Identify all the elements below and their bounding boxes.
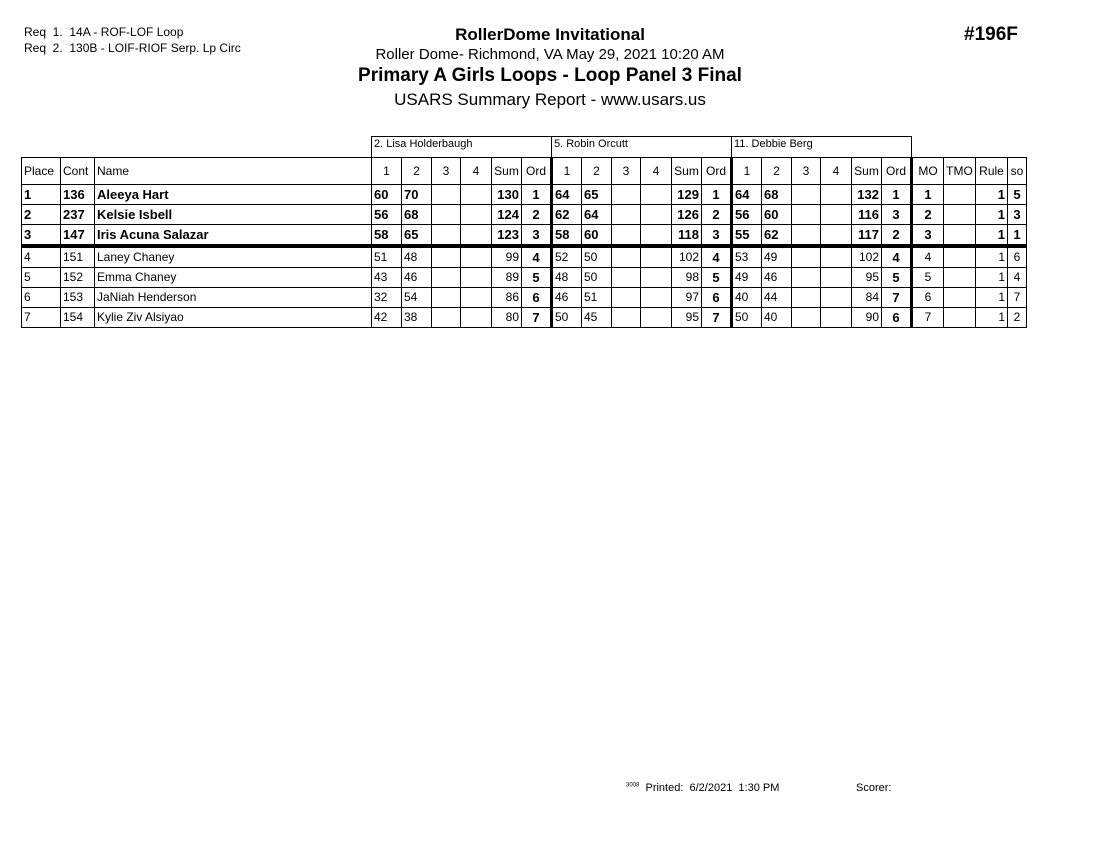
so-cell: 5 xyxy=(1008,185,1027,205)
sum-cell: 132 xyxy=(852,185,882,205)
col-header: 2 xyxy=(582,158,612,185)
sum-cell: 99 xyxy=(492,246,522,268)
score-cell xyxy=(641,268,672,288)
skater-name-cell: JaNiah Henderson xyxy=(95,288,372,308)
score-cell xyxy=(792,225,821,247)
place-cell: 2 xyxy=(22,205,61,225)
sum-cell: 95 xyxy=(852,268,882,288)
score-cell xyxy=(461,185,492,205)
tmo-cell xyxy=(944,308,976,328)
score-cell: 60 xyxy=(762,205,792,225)
score-cell xyxy=(461,246,492,268)
tmo-cell xyxy=(944,288,976,308)
so-cell: 4 xyxy=(1008,268,1027,288)
score-cell xyxy=(821,308,852,328)
score-cell: 68 xyxy=(402,205,432,225)
sum-cell: 97 xyxy=(672,288,702,308)
sum-cell: 124 xyxy=(492,205,522,225)
tmo-cell xyxy=(944,185,976,205)
ordinal-cell: 2 xyxy=(702,205,732,225)
col-header: 2 xyxy=(762,158,792,185)
table-row xyxy=(22,205,1027,225)
score-cell xyxy=(461,308,492,328)
score-cell xyxy=(641,308,672,328)
skater-name-cell: Aleeya Hart xyxy=(95,185,372,205)
mo-cell: 7 xyxy=(912,308,944,328)
score-cell: 60 xyxy=(372,185,402,205)
results-table xyxy=(21,136,1027,328)
judges-row xyxy=(22,137,1027,158)
score-cell: 64 xyxy=(732,185,762,205)
sum-cell: 117 xyxy=(852,225,882,247)
sum-cell: 84 xyxy=(852,288,882,308)
contestant-number-cell: 237 xyxy=(61,205,95,225)
col-header: Sum xyxy=(492,158,522,185)
col-header: 4 xyxy=(641,158,672,185)
score-cell xyxy=(461,205,492,225)
skater-name-cell: Laney Chaney xyxy=(95,246,372,268)
col-header-name: Name xyxy=(95,158,372,185)
ordinal-cell: 7 xyxy=(702,308,732,328)
score-cell: 56 xyxy=(732,205,762,225)
ordinal-cell: 2 xyxy=(522,205,552,225)
rule-cell: 1 xyxy=(976,308,1008,328)
score-cell xyxy=(792,268,821,288)
mo-cell: 3 xyxy=(912,225,944,247)
col-header: Sum xyxy=(852,158,882,185)
score-cell xyxy=(432,246,461,268)
ordinal-cell: 1 xyxy=(522,185,552,205)
sum-cell: 90 xyxy=(852,308,882,328)
score-cell xyxy=(612,268,641,288)
col-header: Sum xyxy=(672,158,702,185)
tmo-cell xyxy=(944,268,976,288)
score-cell: 50 xyxy=(582,268,612,288)
score-cell xyxy=(641,185,672,205)
judge-header: 2. Lisa Holderbaugh xyxy=(372,137,552,158)
place-cell: 6 xyxy=(22,288,61,308)
col-header-so: so xyxy=(1008,158,1027,185)
score-cell: 49 xyxy=(732,268,762,288)
score-cell: 54 xyxy=(402,288,432,308)
requirement-1: Req 1. 14A - ROF-LOF Loop xyxy=(24,25,184,39)
score-cell: 40 xyxy=(762,308,792,328)
ordinal-cell: 5 xyxy=(882,268,912,288)
sum-cell: 98 xyxy=(672,268,702,288)
score-cell xyxy=(461,268,492,288)
score-cell xyxy=(612,288,641,308)
contestant-number-cell: 154 xyxy=(61,308,95,328)
score-cell: 70 xyxy=(402,185,432,205)
place-cell: 4 xyxy=(22,246,61,268)
score-cell: 58 xyxy=(552,225,582,247)
ordinal-cell: 4 xyxy=(882,246,912,268)
col-header: 4 xyxy=(821,158,852,185)
sum-cell: 102 xyxy=(852,246,882,268)
score-cell xyxy=(612,185,641,205)
ordinal-cell: 7 xyxy=(522,308,552,328)
score-cell: 65 xyxy=(582,185,612,205)
sum-cell: 126 xyxy=(672,205,702,225)
judge-header: 11. Debbie Berg xyxy=(732,137,912,158)
report-subtitle: USARS Summary Report - www.usars.us xyxy=(394,90,706,109)
rule-cell: 1 xyxy=(976,288,1008,308)
ordinal-cell: 3 xyxy=(522,225,552,247)
score-cell: 38 xyxy=(402,308,432,328)
sum-cell: 89 xyxy=(492,268,522,288)
column-header-row xyxy=(22,158,1027,185)
score-cell: 68 xyxy=(762,185,792,205)
ordinal-cell: 3 xyxy=(702,225,732,247)
score-cell: 46 xyxy=(552,288,582,308)
table-row xyxy=(22,246,1027,268)
rule-cell: 1 xyxy=(976,185,1008,205)
col-header-rule: Rule xyxy=(976,158,1008,185)
skater-name-cell: Kylie Ziv Alsiyao xyxy=(95,308,372,328)
score-cell: 46 xyxy=(402,268,432,288)
report-code: 3008 xyxy=(626,782,640,789)
score-cell xyxy=(821,268,852,288)
score-cell: 45 xyxy=(582,308,612,328)
ordinal-cell: 7 xyxy=(882,288,912,308)
ordinal-cell: 6 xyxy=(882,308,912,328)
score-cell: 53 xyxy=(732,246,762,268)
table-row xyxy=(22,308,1027,328)
score-cell: 60 xyxy=(582,225,612,247)
rule-cell: 1 xyxy=(976,268,1008,288)
skater-name-cell: Kelsie Isbell xyxy=(95,205,372,225)
score-cell: 50 xyxy=(732,308,762,328)
contestant-number-cell: 147 xyxy=(61,225,95,247)
score-cell: 51 xyxy=(372,246,402,268)
place-cell: 3 xyxy=(22,225,61,247)
score-cell: 49 xyxy=(762,246,792,268)
score-cell: 64 xyxy=(582,205,612,225)
score-cell xyxy=(612,225,641,247)
sum-cell: 102 xyxy=(672,246,702,268)
score-cell xyxy=(612,246,641,268)
sum-cell: 80 xyxy=(492,308,522,328)
so-cell: 7 xyxy=(1008,288,1027,308)
judge-header: 5. Robin Orcutt xyxy=(552,137,732,158)
col-header-place: Place xyxy=(22,158,61,185)
table-row xyxy=(22,288,1027,308)
sum-cell: 116 xyxy=(852,205,882,225)
score-cell: 50 xyxy=(552,308,582,328)
sum-cell: 129 xyxy=(672,185,702,205)
requirement-2: Req 2. 130B - LOIF-RIOF Serp. Lp Circ xyxy=(24,41,241,55)
event-name: RollerDome Invitational xyxy=(455,25,645,44)
ordinal-cell: 1 xyxy=(702,185,732,205)
so-cell: 1 xyxy=(1008,225,1027,247)
col-header: Ord xyxy=(702,158,732,185)
so-cell: 3 xyxy=(1008,205,1027,225)
skater-name-cell: Emma Chaney xyxy=(95,268,372,288)
score-cell: 50 xyxy=(582,246,612,268)
ordinal-cell: 6 xyxy=(702,288,732,308)
scorer-label: Scorer: xyxy=(856,782,892,794)
score-cell xyxy=(461,225,492,247)
score-cell: 65 xyxy=(402,225,432,247)
score-cell xyxy=(821,288,852,308)
ordinal-cell: 5 xyxy=(702,268,732,288)
mo-cell: 6 xyxy=(912,288,944,308)
ordinal-cell: 5 xyxy=(522,268,552,288)
col-header: 3 xyxy=(792,158,821,185)
col-header: 1 xyxy=(552,158,582,185)
score-cell: 52 xyxy=(552,246,582,268)
col-header: 1 xyxy=(732,158,762,185)
score-cell: 32 xyxy=(372,288,402,308)
so-cell: 6 xyxy=(1008,246,1027,268)
score-cell xyxy=(792,246,821,268)
tmo-cell xyxy=(944,205,976,225)
score-cell: 56 xyxy=(372,205,402,225)
score-cell: 62 xyxy=(762,225,792,247)
score-cell xyxy=(821,185,852,205)
ordinal-cell: 4 xyxy=(702,246,732,268)
col-header: Ord xyxy=(882,158,912,185)
score-cell xyxy=(792,288,821,308)
score-cell xyxy=(792,205,821,225)
skater-name-cell: Iris Acuna Salazar xyxy=(95,225,372,247)
score-cell xyxy=(432,288,461,308)
score-cell: 55 xyxy=(732,225,762,247)
ordinal-cell: 4 xyxy=(522,246,552,268)
score-cell: 48 xyxy=(402,246,432,268)
table-row xyxy=(22,225,1027,247)
contestant-number-cell: 136 xyxy=(61,185,95,205)
mo-cell: 4 xyxy=(912,246,944,268)
ordinal-cell: 1 xyxy=(882,185,912,205)
score-cell xyxy=(821,225,852,247)
score-cell: 62 xyxy=(552,205,582,225)
score-cell xyxy=(432,185,461,205)
contestant-number-cell: 151 xyxy=(61,246,95,268)
score-cell xyxy=(821,246,852,268)
table-row xyxy=(22,268,1027,288)
printed-date: Printed: 6/2/2021 1:30 PM xyxy=(645,782,780,794)
score-cell: 43 xyxy=(372,268,402,288)
sum-cell: 95 xyxy=(672,308,702,328)
score-cell: 51 xyxy=(582,288,612,308)
tmo-cell xyxy=(944,225,976,247)
place-cell: 7 xyxy=(22,308,61,328)
score-cell xyxy=(432,308,461,328)
contestant-number-cell: 153 xyxy=(61,288,95,308)
col-header-tmo: TMO xyxy=(944,158,976,185)
score-cell: 48 xyxy=(552,268,582,288)
table-row xyxy=(22,185,1027,205)
sum-cell: 118 xyxy=(672,225,702,247)
score-cell xyxy=(641,246,672,268)
score-cell xyxy=(432,205,461,225)
score-cell: 64 xyxy=(552,185,582,205)
score-cell xyxy=(432,225,461,247)
score-cell xyxy=(792,308,821,328)
score-cell xyxy=(641,205,672,225)
place-cell: 1 xyxy=(22,185,61,205)
score-cell: 44 xyxy=(762,288,792,308)
rule-cell: 1 xyxy=(976,225,1008,247)
score-cell xyxy=(461,288,492,308)
col-header-mo: MO xyxy=(912,158,944,185)
rule-cell: 1 xyxy=(976,205,1008,225)
ordinal-cell: 2 xyxy=(882,225,912,247)
col-header: Ord xyxy=(522,158,552,185)
score-cell xyxy=(792,185,821,205)
score-cell: 58 xyxy=(372,225,402,247)
rule-cell: 1 xyxy=(976,246,1008,268)
report-title: Primary A Girls Loops - Loop Panel 3 Final xyxy=(358,65,742,86)
score-cell xyxy=(612,308,641,328)
score-cell xyxy=(821,205,852,225)
ordinal-cell: 6 xyxy=(522,288,552,308)
so-cell: 2 xyxy=(1008,308,1027,328)
tmo-cell xyxy=(944,246,976,268)
col-header-cont: Cont xyxy=(61,158,95,185)
mo-cell: 2 xyxy=(912,205,944,225)
place-cell: 5 xyxy=(22,268,61,288)
ordinal-cell: 3 xyxy=(882,205,912,225)
score-cell xyxy=(641,225,672,247)
score-cell xyxy=(612,205,641,225)
contestant-number-cell: 152 xyxy=(61,268,95,288)
score-cell xyxy=(641,288,672,308)
event-number: #196F xyxy=(964,24,1018,45)
mo-cell: 5 xyxy=(912,268,944,288)
location-date: Roller Dome- Richmond, VA May 29, 2021 10:20 AM xyxy=(375,46,725,63)
col-header: 2 xyxy=(402,158,432,185)
score-cell: 42 xyxy=(372,308,402,328)
score-cell: 46 xyxy=(762,268,792,288)
col-header: 3 xyxy=(432,158,461,185)
sum-cell: 86 xyxy=(492,288,522,308)
col-header: 4 xyxy=(461,158,492,185)
score-cell: 40 xyxy=(732,288,762,308)
col-header: 1 xyxy=(372,158,402,185)
sum-cell: 123 xyxy=(492,225,522,247)
col-header: 3 xyxy=(612,158,641,185)
mo-cell: 1 xyxy=(912,185,944,205)
sum-cell: 130 xyxy=(492,185,522,205)
score-cell xyxy=(432,268,461,288)
print-info xyxy=(626,782,779,794)
